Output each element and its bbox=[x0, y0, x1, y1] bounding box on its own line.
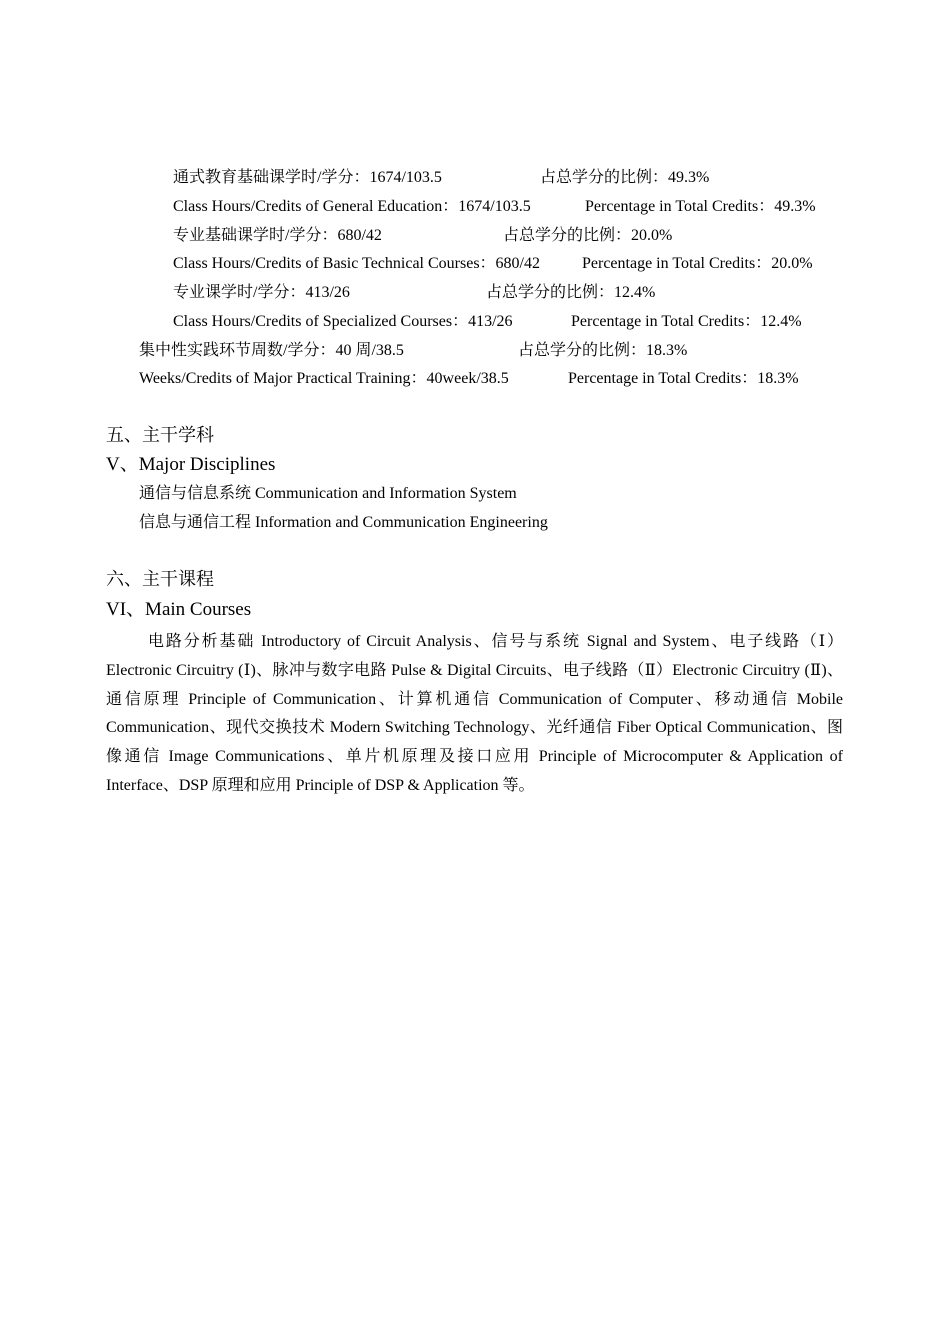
basic-technical-cn-percentage: 占总学分的比例：20.0% bbox=[503, 227, 673, 244]
specialized-en-label: Class Hours/Credits of Specialized Courses：413/26 bbox=[173, 313, 513, 330]
practical-training-en-label: Weeks/Credits of Major Practical Training：40week/38.5 bbox=[139, 370, 509, 387]
basic-technical-en-label: Class Hours/Credits of Basic Technical Courses：680/42 bbox=[173, 255, 540, 272]
practical-training-en-percentage: Percentage in Total Credits：18.3% bbox=[568, 370, 799, 387]
general-education-cn-percentage: 占总学分的比例：49.3% bbox=[540, 169, 710, 186]
main-courses-heading-cn: 六、主干课程 bbox=[106, 569, 214, 590]
major-disciplines-heading-cn: 五、主干学科 bbox=[106, 425, 214, 446]
specialized-cn-percentage: 占总学分的比例：12.4% bbox=[486, 284, 656, 301]
specialized-en-percentage: Percentage in Total Credits：12.4% bbox=[571, 313, 802, 330]
main-courses-heading-en: VI、Main Courses bbox=[106, 599, 252, 620]
main-courses-paragraph: 电路分析基础 Introductory of Circuit Analysis、信号与系统 Signal and System、电子线路（Ⅰ）Electronic Circuitry (Ⅰ)、脉冲与数字电路 Pulse & Digital Circuits、电子线路（Ⅱ）Electronic Circuitry (Ⅱ)、通信原理 Principle of Communication、计算机通信 Communication of Computer、移动通信 Mobile Communication、现代交换技术 Modern Switching Technology、光纤通信 Fiber Optical Communication、图像通信 Image Communications、单片机原理及接口应用 Principle of Microcomputer & Application of Interface、DSP 原理和应用 Principle of DSP & Application 等。 bbox=[106, 633, 843, 794]
general-education-en-label: Class Hours/Credits of General Education：1674/103.5 bbox=[173, 198, 531, 215]
practical-training-cn-label: 集中性实践环节周数/学分：40 周/38.5 bbox=[139, 342, 404, 359]
major-disciplines-heading-en: V、Major Disciplines bbox=[106, 454, 276, 475]
discipline-item: 通信与信息系统 Communication and Information System bbox=[139, 485, 517, 502]
general-education-cn-label: 通式教育基础课学时/学分：1674/103.5 bbox=[173, 169, 442, 186]
basic-technical-en-percentage: Percentage in Total Credits：20.0% bbox=[582, 255, 813, 272]
general-education-en-percentage: Percentage in Total Credits：49.3% bbox=[585, 198, 816, 215]
basic-technical-cn-label: 专业基础课学时/学分：680/42 bbox=[173, 227, 382, 244]
discipline-item: 信息与通信工程 Information and Communication Engineering bbox=[139, 514, 548, 531]
specialized-cn-label: 专业课学时/学分：413/26 bbox=[173, 284, 350, 301]
practical-training-cn-percentage: 占总学分的比例：18.3% bbox=[518, 342, 688, 359]
